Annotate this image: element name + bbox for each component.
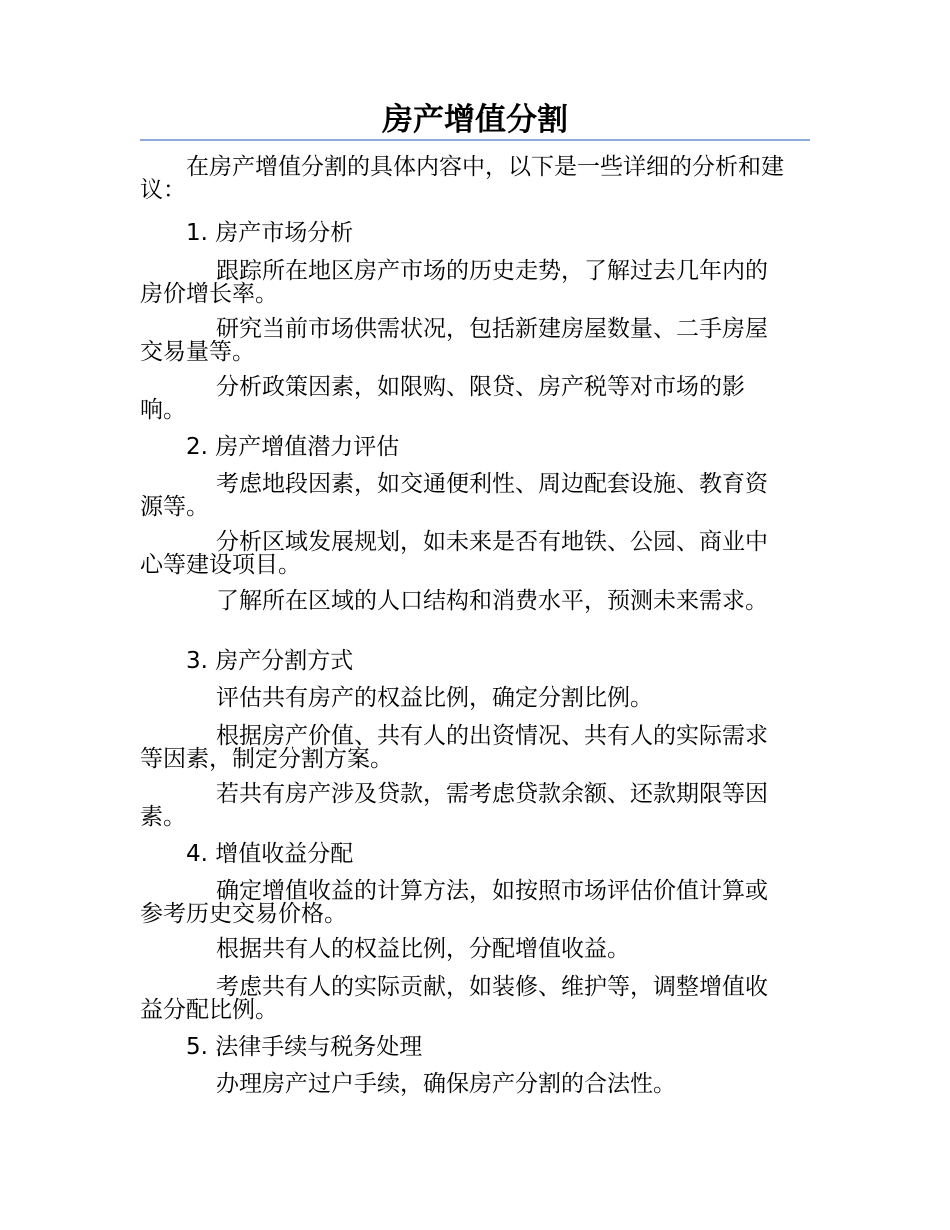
list-item: 考虑地段因素，如交通便利性、周边配套设施、教育资源等。	[140, 471, 768, 520]
list-item: 分析政策因素，如限购、限贷、房产税等对市场的影响。	[140, 374, 745, 423]
list-item: 办理房产过户手续，确保房产分割的合法性。	[216, 1071, 676, 1097]
section-heading-legal-tax: 5. 法律手续与税务处理	[186, 1034, 423, 1060]
section-heading-appreciation-potential: 2. 房产增值潜力评估	[186, 434, 400, 460]
list-item: 分析区域发展规划，如未来是否有地铁、公园、商业中心等建设项目。	[140, 529, 768, 578]
list-item: 评估共有房产的权益比例，确定分割比例。	[216, 685, 653, 711]
list-item: 考虑共有人的实际贡献，如装修、维护等，调整增值收益分配比例。	[140, 974, 768, 1023]
list-item: 根据房产价值、共有人的出资情况、共有人的实际需求等因素，制定分割方案。	[140, 723, 768, 772]
list-item: 若共有房产涉及贷款，需考虑贷款余额、还款期限等因素。	[140, 781, 768, 830]
section-heading-market-analysis: 1. 房产市场分析	[186, 220, 354, 246]
intro-paragraph: 在房产增值分割的具体内容中，以下是一些详细的分析和建议：	[140, 154, 784, 203]
section-heading-division-method: 3. 房产分割方式	[186, 648, 354, 674]
section-heading-revenue-distribution: 4. 增值收益分配	[186, 841, 354, 867]
list-item: 跟踪所在地区房产市场的历史走势，了解过去几年内的房价增长率。	[140, 258, 768, 307]
list-item: 研究当前市场供需状况，包括新建房屋数量、二手房屋交易量等。	[140, 316, 768, 365]
list-item: 根据共有人的权益比例，分配增值收益。	[216, 936, 630, 962]
document-title: 房产增值分割	[382, 102, 568, 138]
list-item: 了解所在区域的人口结构和消费水平，预测未来需求。	[216, 588, 768, 614]
list-item: 确定增值收益的计算方法，如按照市场评估价值计算或参考历史交易价格。	[140, 878, 768, 927]
title-underline	[140, 139, 810, 141]
